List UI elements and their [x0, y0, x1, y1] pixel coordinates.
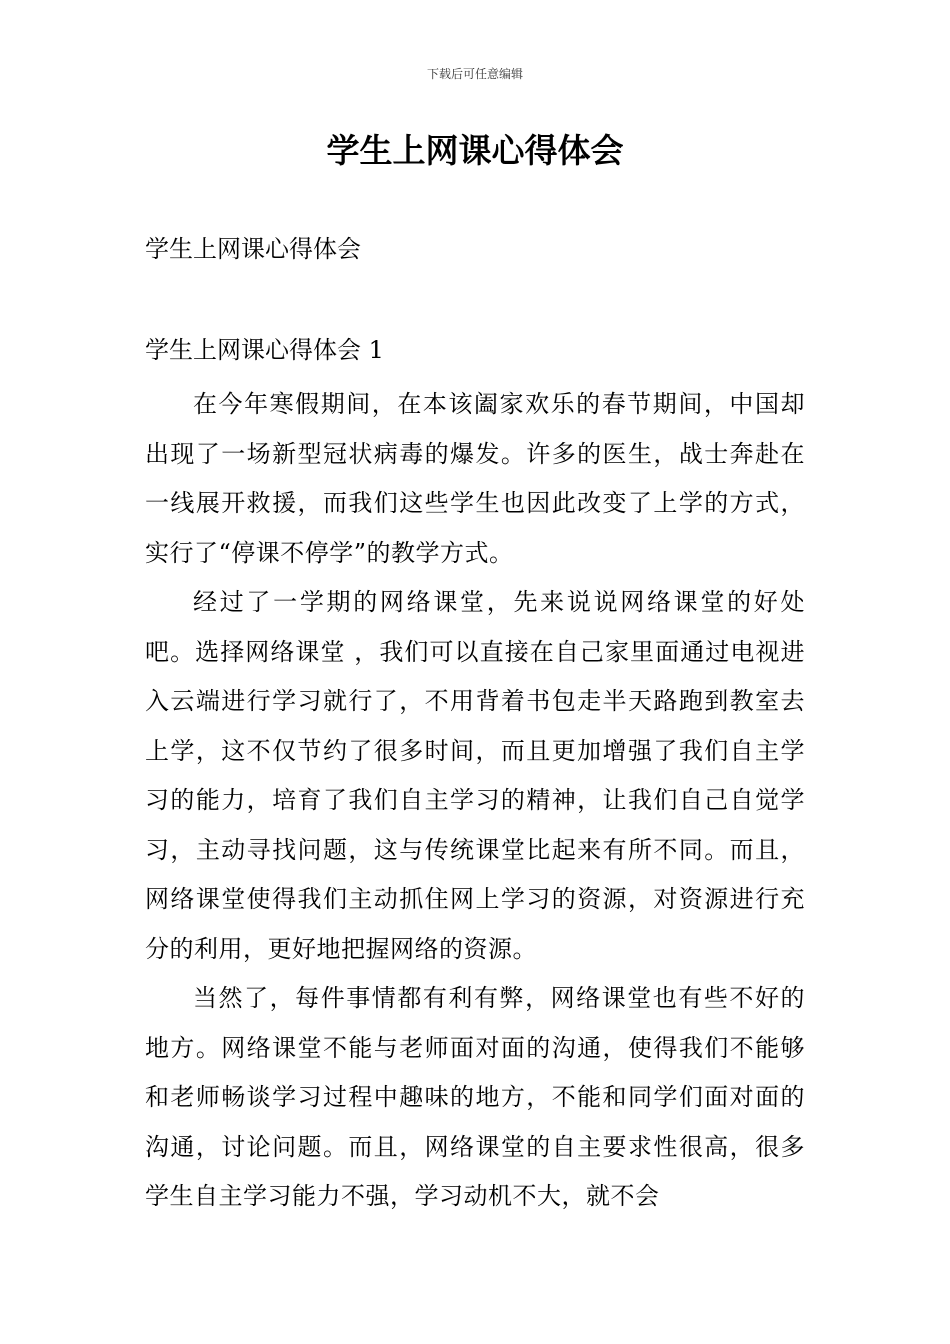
document-title: 学生上网课心得体会 [326, 131, 624, 170]
header-note: 下载后可任意编辑 [426, 67, 523, 81]
paragraph-2: 经过了一学期的网络课堂，先来说说网络课堂的好处吧。选择网络课堂 ，我们可以直接在自己家里面通过电视进入云端进行学习就行了，不用背着书包走半天路跑到教室去上学，这不仅节约了很多时间，而且更加增强了我们自主学习的能力，培育了我们自主学习的精神，让我们自己自觉学习，主动寻找问题，这与传统课堂比起来有所不同。而且，网络课堂使得我们主动抓住网上学习的资源，对资源进行充分的利用，更好地把握网络的资源。 [145, 588, 805, 963]
section-heading: 学生上网课心得体会 1 [145, 336, 384, 364]
document-body [145, 380, 805, 1222]
document-subtitle: 学生上网课心得体会 [145, 235, 361, 263]
paragraph-1: 在今年寒假期间，在本该阖家欢乐的春节期间，中国却出现了一场新型冠状病毒的爆发。许多的医生，战士奔赴在一线展开救援，而我们这些学生也因此改变了上学的方式，实行了“停课不停学”的教学方式。 [145, 390, 805, 567]
paragraph-3: 当然了，每件事情都有利有弊，网络课堂也有些不好的地方。网络课堂不能与老师面对面的沟通，使得我们不能够和老师畅谈学习过程中趣味的地方，不能和同学们面对面的沟通，讨论问题。而且，网络课堂的自主要求性很高，很多学生自主学习能力不强，学习动机不大，就不会 [145, 984, 805, 1210]
